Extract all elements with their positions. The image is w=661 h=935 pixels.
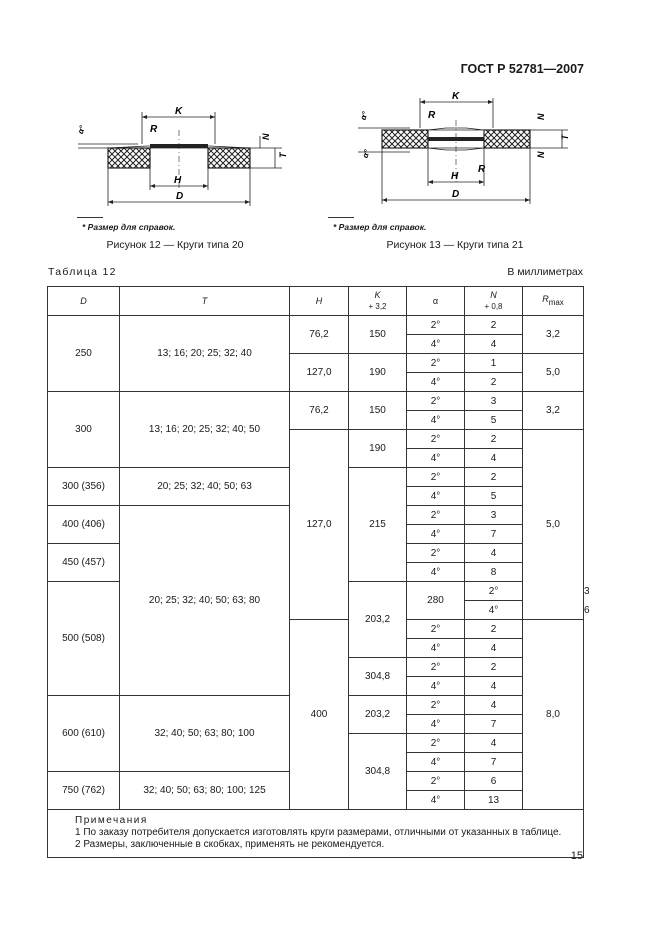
cell-d: 750 (762) bbox=[48, 772, 120, 810]
cell-alpha: 4° bbox=[407, 411, 465, 430]
cell-n: 4 bbox=[465, 335, 523, 354]
cell-n: 8 bbox=[465, 563, 523, 582]
cell-n: 4 bbox=[465, 677, 523, 696]
fig13-alpha-bottom-label: α° bbox=[360, 148, 372, 160]
fig13-r-label: R bbox=[428, 110, 436, 121]
cell-n: 2 bbox=[465, 468, 523, 487]
page-number: 15 bbox=[570, 850, 583, 862]
header-t: T bbox=[120, 287, 290, 316]
table-label: Таблица 12 bbox=[48, 266, 117, 278]
cell-n: 13 bbox=[465, 791, 523, 810]
cell-r: 8,0 bbox=[523, 620, 584, 810]
table-units: В миллиметрах bbox=[507, 266, 583, 278]
cell-r: 3,2 bbox=[523, 316, 584, 354]
fig12-alpha-label: α° bbox=[76, 124, 88, 136]
cell-k: 190 bbox=[349, 430, 407, 468]
cell-k: 190 bbox=[349, 354, 407, 392]
cell-n: 4 bbox=[465, 639, 523, 658]
cell-d: 400 (406) bbox=[48, 506, 120, 544]
header-n: N + 0,8 bbox=[465, 287, 523, 316]
note-item: 2 Размеры, заключенные в скобках, применять не рекомендуется. bbox=[75, 839, 385, 850]
table-row bbox=[48, 392, 584, 411]
cell-alpha: 2° bbox=[407, 354, 465, 373]
cell-t: 13; 16; 20; 25; 32; 40; 50 bbox=[120, 392, 290, 468]
cell-n: 1 bbox=[465, 354, 523, 373]
fig12-d-label: D bbox=[176, 191, 184, 202]
header-d: D bbox=[48, 287, 120, 316]
header-r: $R_{max}$ bbox=[523, 287, 584, 316]
cell-k: 150 bbox=[349, 392, 407, 430]
cell-d: 300 bbox=[48, 392, 120, 468]
fig13-k-label: K bbox=[452, 91, 460, 102]
cell-alpha: 2° bbox=[407, 620, 465, 639]
cell-d: 300 (356) bbox=[48, 468, 120, 506]
cell-alpha: 2° bbox=[407, 658, 465, 677]
fig13-n-top-label: N bbox=[536, 113, 546, 120]
fig12-r-label: R bbox=[150, 124, 158, 135]
cell-n: 3 bbox=[465, 506, 523, 525]
cell-n: 7 bbox=[465, 715, 523, 734]
cell-alpha: 2° bbox=[407, 734, 465, 753]
dimensions-table bbox=[47, 286, 590, 858]
cell-h: 304,8 bbox=[349, 734, 407, 810]
cell-k: 215 bbox=[349, 468, 407, 582]
cell-alpha: 2° bbox=[407, 392, 465, 411]
header-alpha: α bbox=[407, 287, 465, 316]
cell-h: 304,8 bbox=[349, 658, 407, 696]
cell-n: 2 bbox=[465, 373, 523, 392]
fig13-caption: Рисунок 13 — Круги типа 21 bbox=[386, 239, 524, 251]
fig13-alpha-top-label: α° bbox=[358, 110, 370, 122]
figure-13-drawing bbox=[350, 90, 580, 215]
cell-n: 7 bbox=[465, 525, 523, 544]
cell-alpha: 4° bbox=[407, 753, 465, 772]
cell-alpha: 2° bbox=[407, 430, 465, 449]
table-row: 4° 6 bbox=[48, 601, 584, 620]
cell-n: 3 bbox=[465, 392, 523, 411]
cell-n: 4 bbox=[465, 449, 523, 468]
cell-n: 2 bbox=[465, 316, 523, 335]
cell-alpha: 2° bbox=[407, 316, 465, 335]
standard-number: ГОСТ Р 52781—2007 bbox=[460, 62, 584, 76]
cell-d: 500 (508) bbox=[48, 582, 120, 696]
table-notes bbox=[48, 810, 584, 858]
cell-alpha: 2° bbox=[407, 506, 465, 525]
notes-title: Примечания bbox=[75, 815, 148, 826]
cell-alpha: 4° bbox=[407, 449, 465, 468]
fig12-caption: Рисунок 12 — Круги типа 20 bbox=[106, 239, 244, 251]
cell-alpha: 4° bbox=[407, 525, 465, 544]
cell-r: 5,0 bbox=[523, 430, 584, 620]
cell-alpha: 2° bbox=[407, 544, 465, 563]
cell-alpha: 4° bbox=[407, 639, 465, 658]
cell-h: 76,2 bbox=[290, 392, 349, 430]
table-row: 500 (508) 203,2 280 2° 3 bbox=[48, 582, 584, 601]
table-header-row bbox=[48, 287, 584, 316]
cell-h: 127,0 bbox=[290, 354, 349, 392]
cell-t: 20; 25; 32; 40; 50; 63 bbox=[120, 468, 290, 506]
cell-h: 76,2 bbox=[290, 316, 349, 354]
cell-n: 4 bbox=[465, 696, 523, 715]
fig12-k-label: K bbox=[175, 106, 183, 117]
cell-alpha: 4° bbox=[407, 677, 465, 696]
cell-n: 2 bbox=[465, 620, 523, 639]
table-row bbox=[48, 316, 584, 335]
fig12-footnote: * Размер для справок. bbox=[82, 222, 176, 232]
cell-alpha: 2° bbox=[407, 696, 465, 715]
cell-n: 5 bbox=[465, 411, 523, 430]
fig13-r-bottom-label: R bbox=[478, 164, 486, 175]
cell-n: 2 bbox=[465, 658, 523, 677]
cell-t: 20; 25; 32; 40; 50; 63; 80 bbox=[120, 506, 290, 696]
fig12-t-label: T bbox=[278, 152, 288, 158]
fig13-footnote: * Размер для справок. bbox=[333, 222, 427, 232]
cell-h: 127,0 bbox=[290, 430, 349, 620]
header-h: H bbox=[290, 287, 349, 316]
cell-t: 13; 16; 20; 25; 32; 40 bbox=[120, 316, 290, 392]
fig12-footnote-rule bbox=[77, 217, 103, 218]
cell-n: 5 bbox=[465, 487, 523, 506]
cell-alpha: 2° bbox=[465, 582, 523, 601]
note-item: 1 По заказу потребителя допускается изготовлять круги размерами, отличными от указанных в таблице. bbox=[75, 827, 562, 838]
cell-alpha: 4° bbox=[465, 601, 523, 620]
cell-n: 4 bbox=[465, 544, 523, 563]
fig13-h-label: H bbox=[451, 171, 459, 182]
cell-t: 32; 40; 50; 63; 80; 100; 125 bbox=[120, 772, 290, 810]
header-k: K + 3,2 bbox=[349, 287, 407, 316]
cell-alpha: 2° bbox=[407, 772, 465, 791]
cell-r: 3,2 bbox=[523, 392, 584, 430]
table-notes-row bbox=[48, 810, 584, 858]
cell-alpha: 4° bbox=[407, 487, 465, 506]
cell-t: 32; 40; 50; 63; 80; 100 bbox=[120, 696, 290, 772]
fig12-h-label: H bbox=[174, 175, 182, 186]
cell-k: 400 bbox=[290, 620, 349, 810]
cell-alpha: 2° bbox=[407, 468, 465, 487]
fig13-d-label: D bbox=[452, 189, 460, 200]
fig12-n-label: N bbox=[261, 133, 271, 140]
figure-12-drawing bbox=[70, 100, 290, 220]
fig13-footnote-rule bbox=[328, 217, 354, 218]
cell-k: 150 bbox=[349, 316, 407, 354]
cell-alpha: 4° bbox=[407, 715, 465, 734]
fig13-n-bottom-label: N bbox=[536, 151, 546, 158]
cell-n: 2 bbox=[465, 430, 523, 449]
cell-alpha: 4° bbox=[407, 335, 465, 354]
cell-alpha: 4° bbox=[407, 373, 465, 392]
fig13-t-label: T bbox=[560, 134, 570, 140]
cell-h: 203,2 bbox=[349, 582, 407, 658]
cell-h: 203,2 bbox=[349, 696, 407, 734]
cell-d: 600 (610) bbox=[48, 696, 120, 772]
cell-alpha: 4° bbox=[407, 563, 465, 582]
cell-n: 7 bbox=[465, 753, 523, 772]
cell-n: 6 bbox=[465, 772, 523, 791]
cell-r: 5,0 bbox=[523, 354, 584, 392]
cell-d: 250 bbox=[48, 316, 120, 392]
cell-k: 280 bbox=[407, 582, 465, 620]
cell-d: 450 (457) bbox=[48, 544, 120, 582]
cell-alpha: 4° bbox=[407, 791, 465, 810]
cell-n: 4 bbox=[465, 734, 523, 753]
